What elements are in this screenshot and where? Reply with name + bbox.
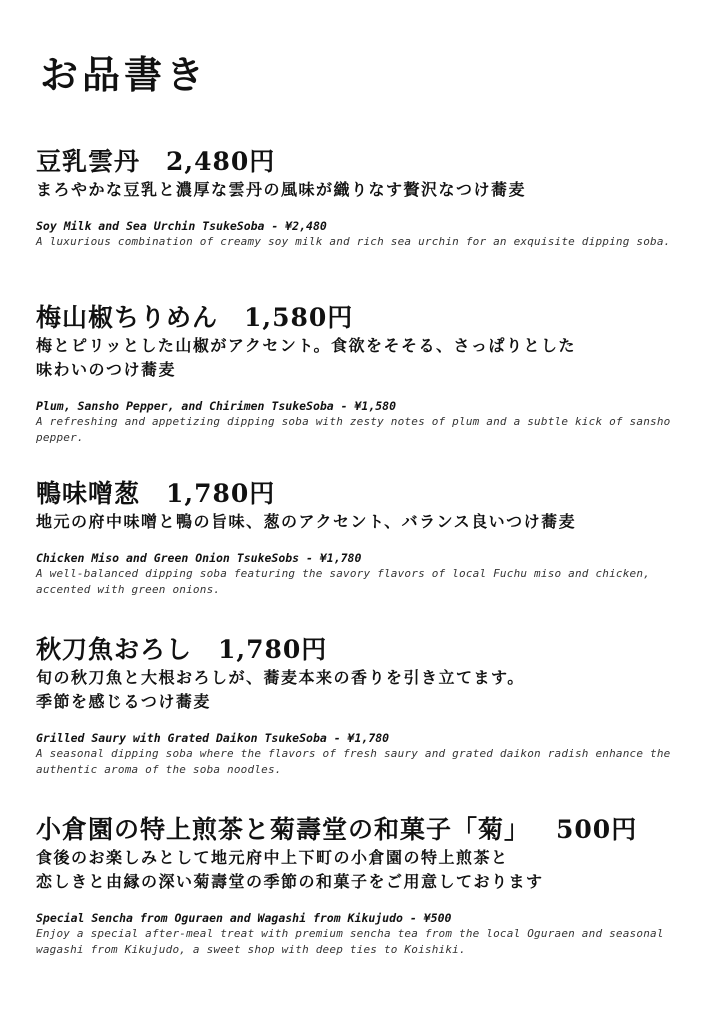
menu-item-jp-description: 旬の秋刀魚と大根おろしが、蕎麦本来の香りを引き立てます。 季節を感じるつけ蕎麦 bbox=[36, 668, 525, 711]
menu-item-en-description: A seasonal dipping soba where the flavors of fresh saury and grated daikon radish enhance the authentic aroma of the soba noodles. bbox=[36, 747, 671, 776]
menu-item-en-name: Chicken Miso and Green Onion TsukeSobs - ¥1,780 bbox=[36, 551, 362, 565]
menu-item-jp-description: 地元の府中味噌と鴨の旨味、葱のアクセント、バランス良いつけ蕎麦 bbox=[36, 512, 577, 531]
menu-item-jp-price: 2,480円 bbox=[166, 147, 276, 176]
menu-item bbox=[36, 814, 696, 958]
menu-item bbox=[36, 146, 696, 250]
menu-item bbox=[36, 302, 696, 446]
menu-item-jp-name: 豆乳雲丹 bbox=[36, 147, 141, 176]
menu-item-jp-name: 小倉園の特上煎茶と菊壽堂の和菓子「菊」 bbox=[36, 815, 531, 844]
menu-item-jp-name: 秋刀魚おろし bbox=[36, 635, 193, 664]
menu-item-en-description: A refreshing and appetizing dipping soba with zesty notes of plum and a subtle kick of sansho pepper. bbox=[36, 415, 671, 444]
menu-item-jp-heading bbox=[36, 302, 696, 334]
menu-item-en-name: Soy Milk and Sea Urchin TsukeSoba - ¥2,480 bbox=[36, 219, 327, 233]
menu-item-en-description: Enjoy a special after-meal treat with premium sencha tea from the local Oguraen and seasonal wagashi from Kikujudo, a sweet shop with deep ties to Koishiki. bbox=[36, 927, 664, 956]
menu-item-en-description: A luxurious combination of creamy soy milk and rich sea urchin for an exquisite dipping soba. bbox=[36, 235, 671, 248]
page-title: お品書き bbox=[40, 52, 209, 97]
menu-item-jp-heading bbox=[36, 814, 696, 846]
menu-item-jp-heading bbox=[36, 478, 696, 510]
menu-item-jp-price: 500円 bbox=[556, 815, 638, 844]
menu-item-en-name: Plum, Sansho Pepper, and Chirimen TsukeSoba - ¥1,580 bbox=[36, 399, 397, 413]
menu-item-jp-description: まろやかな豆乳と濃厚な雲丹の風味が織りなす贅沢なつけ蕎麦 bbox=[36, 180, 527, 199]
menu-item-en-name: Special Sencha from Oguraen and Wagashi from Kikujudo - ¥500 bbox=[36, 911, 452, 925]
menu-item-en-name: Grilled Saury with Grated Daikon TsukeSoba - ¥1,780 bbox=[36, 731, 390, 745]
menu-item-jp-heading bbox=[36, 634, 696, 666]
menu-item-jp-description: 食後のお楽しみとして地元府中上下町の小倉園の特上煎茶と 恋しきと由縁の深い菊壽堂の季節の和菓子をご用意しております bbox=[36, 848, 544, 891]
menu-item-jp-heading bbox=[36, 146, 696, 178]
menu-item bbox=[36, 634, 696, 778]
menu-item-en-description: A well-balanced dipping soba featuring the savory flavors of local Fuchu miso and chicken, accented with green onions. bbox=[36, 567, 651, 596]
menu-item-jp-name: 梅山椒ちりめん bbox=[36, 303, 219, 332]
menu-item-jp-price: 1,780円 bbox=[166, 479, 276, 508]
menu-item-jp-price: 1,780円 bbox=[218, 635, 328, 664]
menu-item-jp-price: 1,580円 bbox=[244, 303, 354, 332]
menu-item-jp-description: 梅とピリッとした山椒がアクセント。食欲をそそる、さっぱりとした 味わいのつけ蕎麦 bbox=[36, 336, 576, 379]
menu-item-jp-name: 鴨味噌葱 bbox=[36, 479, 141, 508]
menu-item bbox=[36, 478, 696, 598]
